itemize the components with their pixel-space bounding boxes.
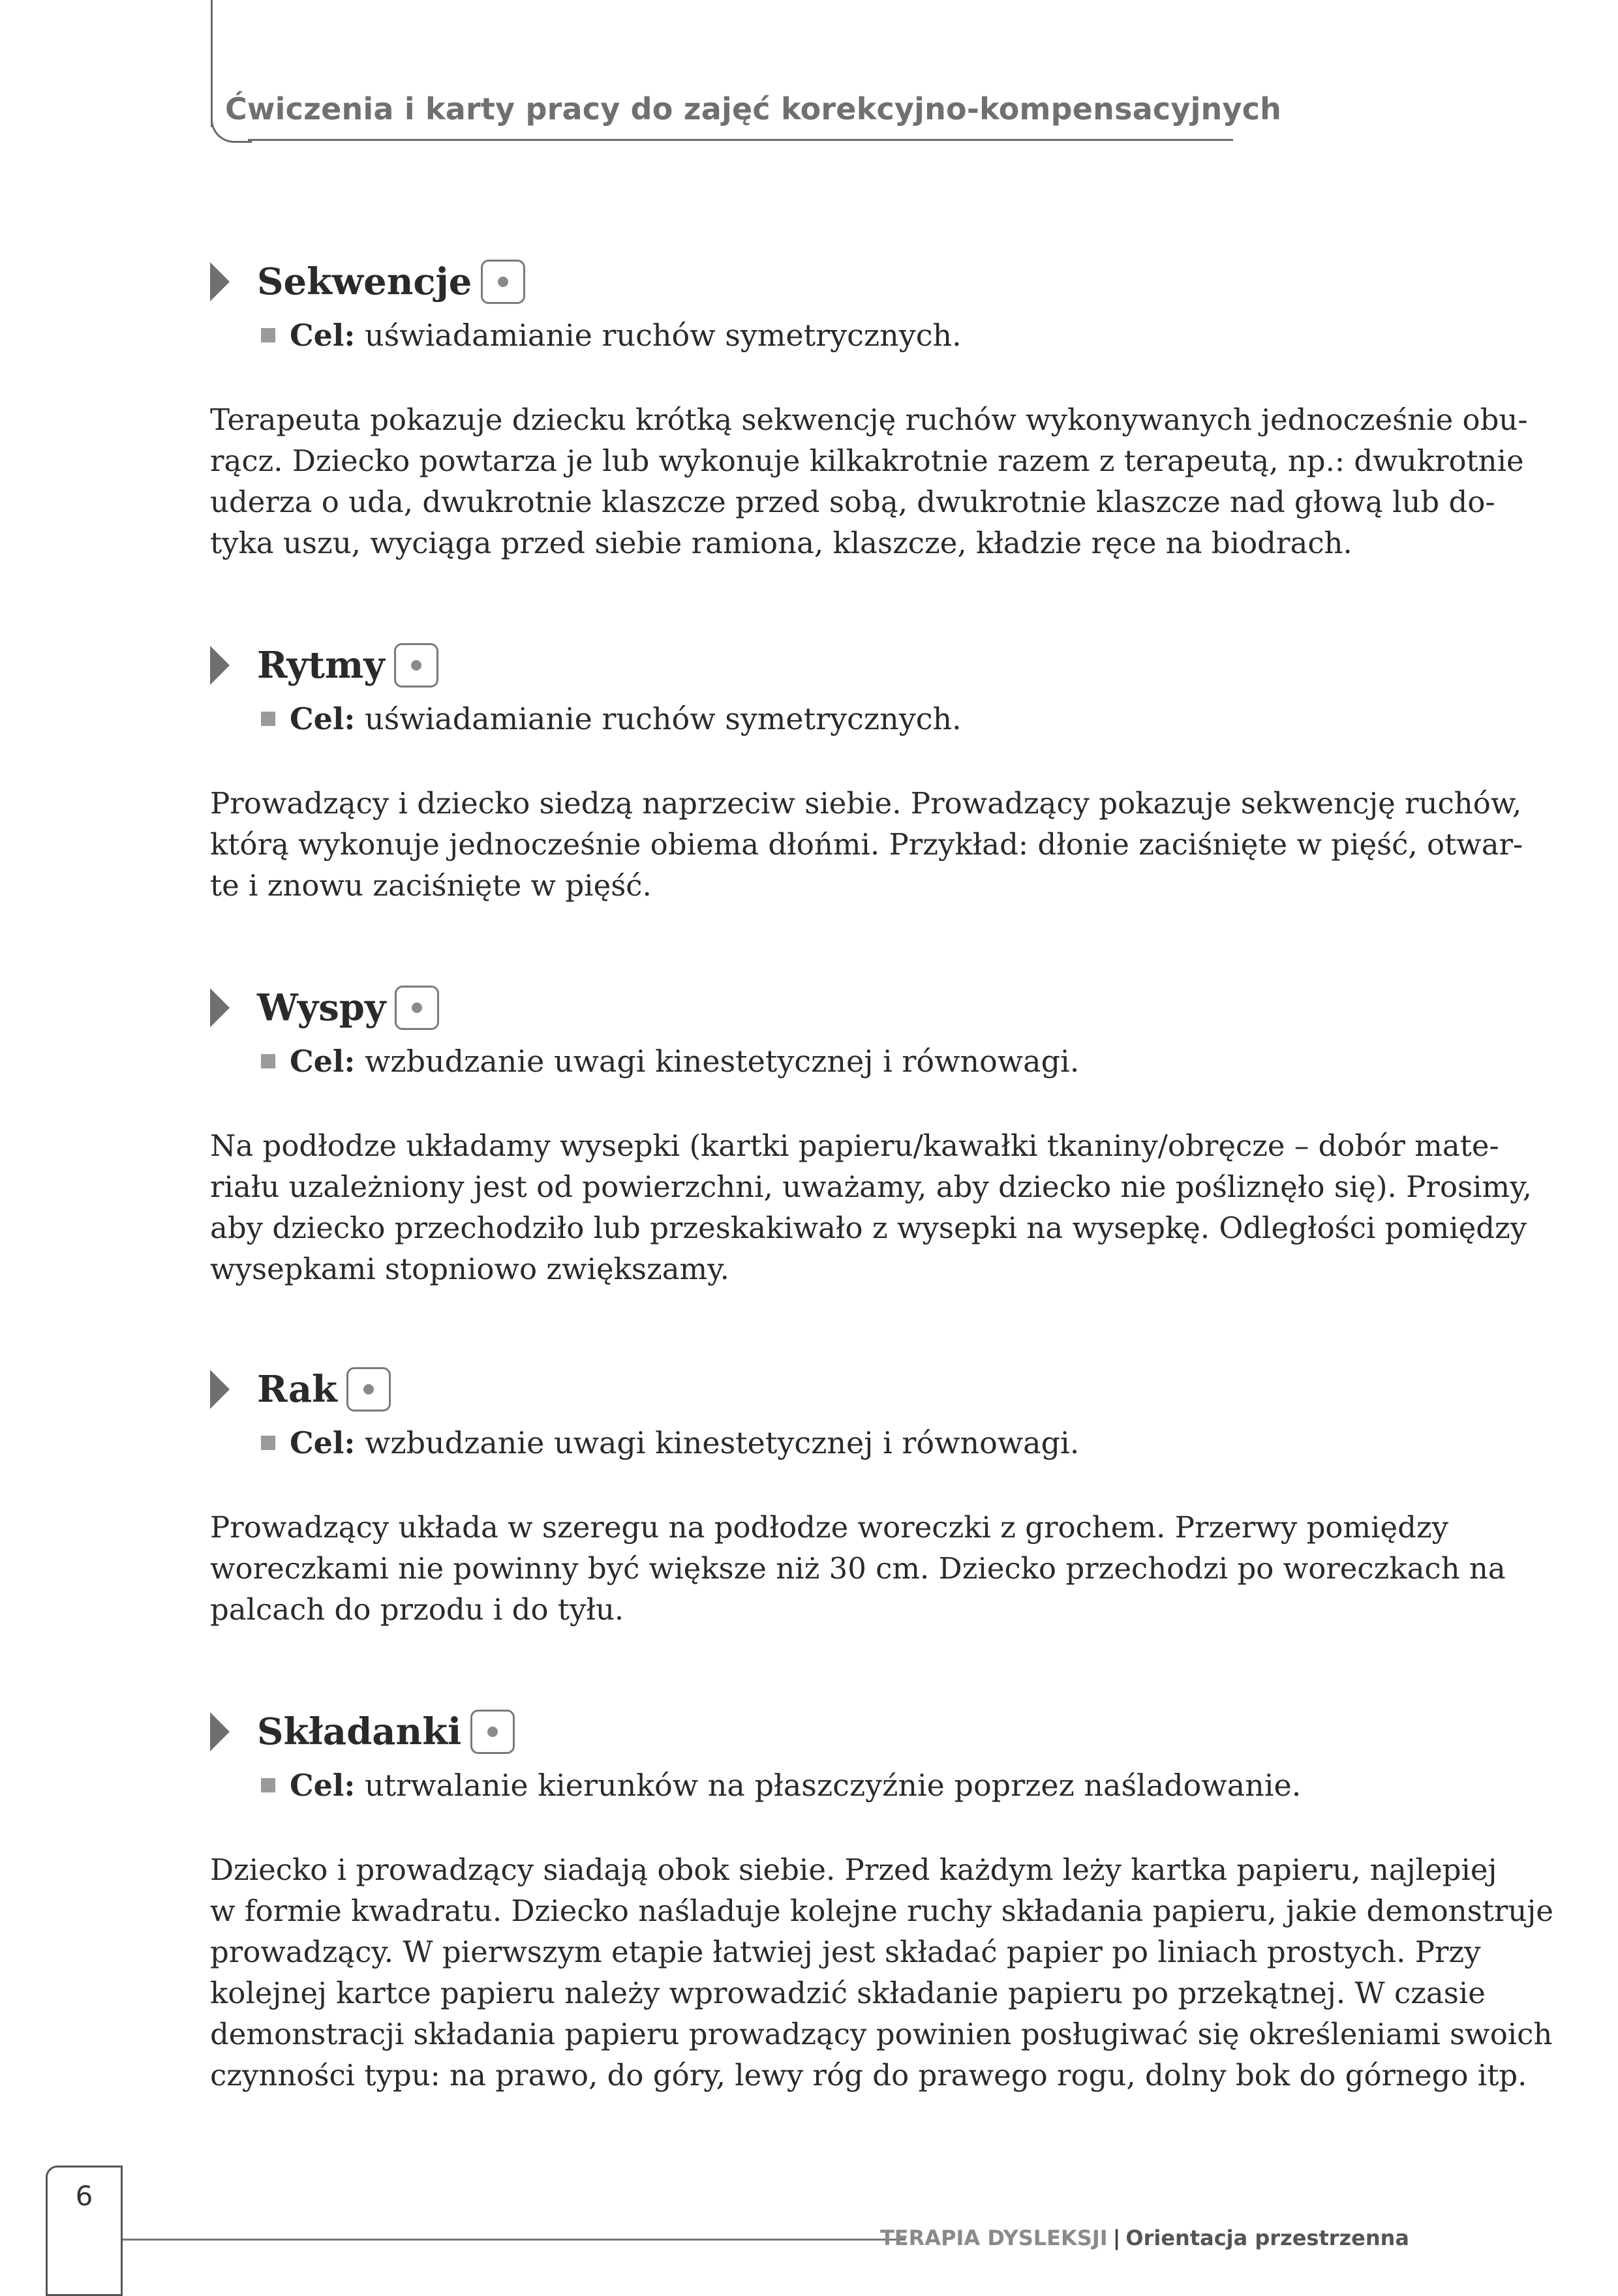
goal-text: utrwalanie kierunków na płaszczyźnie poprzez naśladowanie. — [364, 1768, 1302, 1803]
page-number: 6 — [75, 2180, 93, 2212]
paragraph-line: uderza o uda, dwukrotnie klaszcze przed sobą, dwukrotnie klaszcze nad głową lub do- — [210, 485, 1495, 519]
square-bullet-icon — [261, 1778, 275, 1792]
section-heading — [210, 639, 438, 691]
paragraph-line: rącz. Dziecko powtarza je lub wykonuje kilkakrotnie razem z terapeutą, np.: dwukrotnie — [210, 444, 1524, 478]
play-arrow-icon — [210, 646, 230, 685]
paragraph-line: czynności typu: na prawo, do góry, lewy róg do prawego rogu, dolny bok do górnego itp. — [210, 2058, 1527, 2092]
play-arrow-icon — [210, 1370, 230, 1409]
section-title: Składanki — [257, 1710, 462, 1753]
goal-text: wzbudzanie uwagi kinestetycznej i równowagi. — [364, 1425, 1080, 1460]
paragraph-line: którą wykonuje jednocześnie obiema dłońmi. Przykład: dłonie zaciśnięte w pięść, otwar- — [210, 827, 1523, 862]
section-heading — [210, 1706, 515, 1758]
section-title: Sekwencje — [257, 260, 472, 303]
goal-text: uświadamianie ruchów symetrycznych. — [364, 701, 962, 736]
dot-box-icon — [395, 986, 439, 1030]
paragraph-line: tyka uszu, wyciąga przed siebie ramiona, klaszcze, kładzie ręce na biodrach. — [210, 526, 1352, 560]
section-goal — [261, 1425, 1079, 1460]
paragraph-line: wysepkami stopniowo zwiększamy. — [210, 1252, 729, 1286]
paragraph-line: aby dziecko przechodziło lub przeskakiwało z wysepki na wysepkę. Odległości pomiędzy — [210, 1211, 1527, 1245]
section-paragraph — [210, 783, 1523, 906]
paragraph-line: palcach do przodu i do tyłu. — [210, 1592, 624, 1627]
section-heading — [210, 1363, 391, 1415]
paragraph-line: kolejnej kartce papieru należy wprowadzić składanie papieru po przekątnej. W czasie — [210, 1976, 1486, 2010]
square-bullet-icon — [261, 1436, 275, 1450]
goal-label: Cel: — [290, 701, 356, 736]
section-goal — [261, 1768, 1301, 1803]
footer-topic: Orientacja przestrzenna — [1125, 2226, 1409, 2250]
play-arrow-icon — [210, 1712, 230, 1751]
goal-label: Cel: — [290, 318, 356, 353]
paragraph-line: Na podłodze układamy wysepki (kartki papieru/kawałki tkaniny/obręcze – dobór mate- — [210, 1128, 1499, 1163]
section-heading — [210, 982, 439, 1034]
paragraph-line: prowadzący. W pierwszym etapie łatwiej jest składać papier po liniach prostych. Przy — [210, 1935, 1481, 1969]
goal-label: Cel: — [290, 1768, 356, 1803]
square-bullet-icon — [261, 1054, 275, 1068]
section-title: Rak — [257, 1368, 337, 1411]
paragraph-line: Terapeuta pokazuje dziecku krótką sekwencję ruchów wykonywanych jednocześnie obu- — [210, 402, 1528, 437]
dot-box-icon — [346, 1367, 391, 1412]
section-goal — [261, 318, 962, 353]
header-rule-horizontal — [248, 139, 1233, 141]
section-goal — [261, 701, 962, 736]
goal-text: wzbudzanie uwagi kinestetycznej i równowagi. — [364, 1044, 1080, 1079]
goal-label: Cel: — [290, 1044, 356, 1079]
play-arrow-icon — [210, 988, 230, 1027]
play-arrow-icon — [210, 262, 230, 301]
footer-series: TERAPIA DYSLEKSJI — [879, 2226, 1108, 2250]
section-paragraph — [210, 1507, 1506, 1630]
footer-separator: | — [1112, 2226, 1121, 2250]
footer-caption — [880, 2226, 1409, 2250]
paragraph-line: Dziecko i prowadzący siadają obok siebie. Przed każdym leży kartka papieru, najlepiej — [210, 1852, 1497, 1887]
paragraph-line: riału uzależniony jest od powierzchni, uważamy, aby dziecko nie pośliznęło się). Prosimy, — [210, 1170, 1532, 1204]
paragraph-line: w formie kwadratu. Dziecko naśladuje kolejne ruchy składania papieru, jakie demonstruje — [210, 1894, 1553, 1928]
section-heading — [210, 256, 525, 308]
section-title: Wyspy — [257, 986, 386, 1029]
section-title: Rytmy — [257, 644, 385, 687]
goal-label: Cel: — [290, 1425, 356, 1460]
section-paragraph — [210, 399, 1528, 564]
square-bullet-icon — [261, 712, 275, 726]
paragraph-line: woreczkami nie powinny być większe niż 30 cm. Dziecko przechodzi po woreczkach na — [210, 1551, 1506, 1586]
square-bullet-icon — [261, 328, 275, 342]
paragraph-line: demonstracji składania papieru prowadzący powinien posługiwać się określeniami swoich — [210, 2017, 1553, 2051]
header-title: Ćwiczenia i karty pracy do zajęć korekcyjno-kompensacyjnych — [225, 91, 1282, 127]
section-goal — [261, 1044, 1079, 1079]
goal-text: uświadamianie ruchów symetrycznych. — [364, 318, 962, 353]
paragraph-line: Prowadzący i dziecko siedzą naprzeciw siebie. Prowadzący pokazuje sekwencję ruchów, — [210, 786, 1522, 821]
dot-box-icon — [481, 260, 525, 304]
section-paragraph — [210, 1849, 1553, 2096]
dot-box-icon — [394, 643, 438, 687]
footer-rule — [123, 2239, 906, 2241]
paragraph-line: te i znowu zaciśnięte w pięść. — [210, 868, 652, 903]
dot-box-icon — [470, 1710, 515, 1754]
paragraph-line: Prowadzący układa w szeregu na podłodze woreczki z grochem. Przerwy pomiędzy — [210, 1510, 1449, 1545]
section-paragraph — [210, 1125, 1532, 1290]
